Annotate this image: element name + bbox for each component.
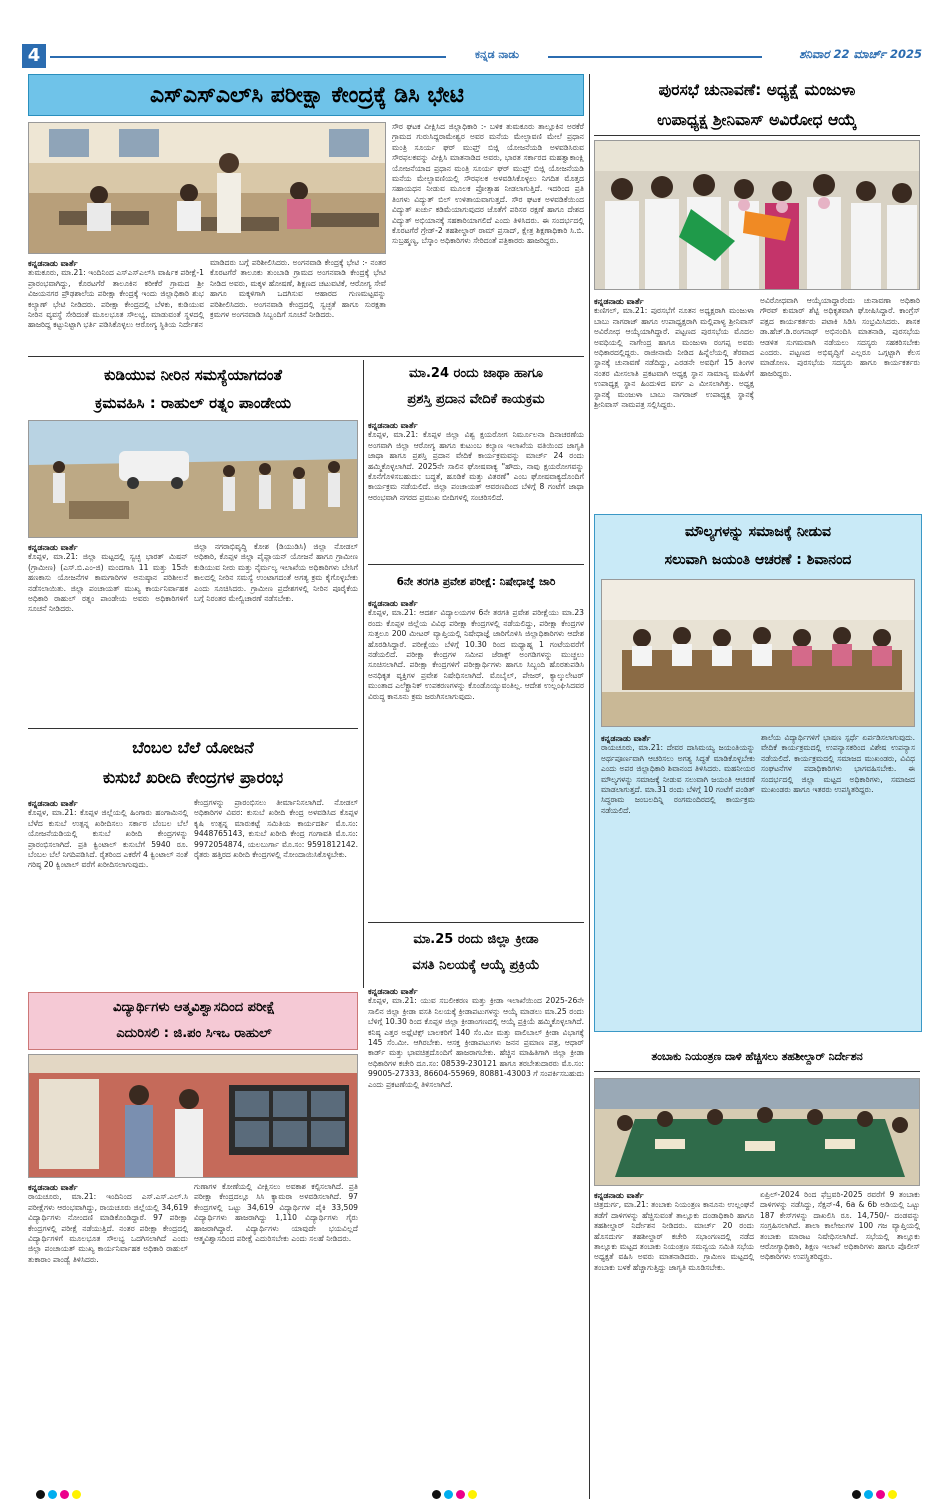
story-students-byline: ಕನ್ನಡನಾಡು ವಾರ್ತೆ (28, 1182, 78, 1192)
story-sslc-col1 (28, 258, 204, 352)
story-safflower-col1 (28, 798, 188, 986)
story-sports-text: ಕೊಪ್ಪಳ, ಮಾ.21: ಯುವ ಸಬಲೀಕರಣ ಮತ್ತು ಕ್ರೀಡಾ ಇಲಾಖೆಯಿಂದ 2025-26ನೇ ಸಾಲಿನ ಜಿಲ್ಲಾ ಕ್ರೀಡಾ ವಸತಿ ನಿಲಯಕ್ಕೆ ಕ್ರೀಡಾಪಟುಗಳನ್ನು ಆಯ್ಕೆ ಮಾಡಲು ಮಾ.25 ರಂದು ಬೆಳಿಗ್ಗೆ 10.30 ರಿಂದ ಕೊಪ್ಪಳ ಜಿಲ್ಲಾ ಕ್ರೀಡಾಂಗಣದಲ್ಲಿ ಆಯ್ಕೆ ಪ್ರಕ್ರಿಯೆ ಹಮ್ಮಿಕೊಳ್ಳಲಾಗಿದೆ. ಕನಿಷ್ಠ ಎತ್ತರ ಅಥ್ಲೆಟಿಕ್ಸ್ ಬಾಲಕರಿಗೆ 140 ಸೆಂ.ಮೀ ಮತ್ತು ವಾಲಿಬಾಲ್ ಕ್ರೀಡಾ ವಿಭಾಗಕ್ಕೆ 145 ಸೆಂ.ಮೀ. ಆಗಿರಬೇಕು. ಆಸಕ್ತ ಕ್ರೀಡಾಪಟುಗಳು ಜನನ ಪ್ರಮಾಣ ಪತ್ರ, ಆಧಾರ್ ಕಾರ್ಡ್ ಮತ್ತು ಭಾವಚಿತ್ರದೊಂದಿಗೆ ಹಾಜರಾಗಬೇಕು. ಹೆಚ್ಚಿನ ಮಾಹಿತಿಗಾಗಿ ಜಿಲ್ಲಾ ಕ್ರೀಡಾ ಅಧಿಕಾರಿಗಳ ಕಚೇರಿ ದೂ.ಸಂ: 08539-230121 ಹಾಗೂ ತರಬೇತುದಾರರು ಮೊ.ಸಂ: 99005-27333, 86604-55969, 80881-43003 ಗೆ ಸಂಪರ್ಕಿಸಬಹುದು ಎಂದು ಪ್ರಕಟಣೆಯಲ್ಲಿ ತಿಳಿಸಲಾಗಿದೆ. (368, 996, 584, 1089)
story-jayanti-text-1: ರಾಯಚೂರು, ಮಾ.21: ದೇವರ ದಾಸಿಮಯ್ಯ ಜಯಂತಿಯನ್ನು ಅರ್ಥಪೂರ್ಣವಾಗಿ ಆಚರಿಸಲು ಅಗತ್ಯ ಸಿದ್ಧತೆ ಮಾಡಿಕೊಳ್ಳಬೇಕು ಎಂದು ಅಪರ ಜಿಲ್ಲಾಧಿಕಾರಿ ಶಿವಾನಂದ ತಿಳಿಸಿದರು. ಮಹನೀಯರ ಮೌಲ್ಯಗಳನ್ನು ಸಮಾಜಕ್ಕೆ ನೀಡುವ ಸಲುವಾಗಿ ಜಯಂತಿ ಆಚರಣೆ ಮಾಡಲಾಗುತ್ತದೆ. ಮಾ.31 ರಂದು ಬೆಳಿಗ್ಗೆ 10 ಗಂಟೆಗೆ ಪಂಡಿತ್ ಸಿದ್ಧರಾಮ ಜಂಬಲದಿನ್ನಿ ರಂಗಮಂದಿರದಲ್ಲಿ ಕಾರ್ಯಕ್ರಮ ನಡೆಯಲಿದೆ. (601, 743, 755, 815)
story-safflower-byline: ಕನ್ನಡನಾಡು ವಾರ್ತೆ (28, 798, 78, 808)
story-sslc-col3 (392, 122, 584, 318)
registration-dot-magenta (456, 1490, 465, 1499)
control-room-illustration (29, 1055, 358, 1178)
story-tobacco-byline: ಕನ್ನಡನಾಡು ವಾರ್ತೆ (594, 1190, 644, 1200)
story-election-col1 (594, 296, 754, 508)
section-rule-1 (28, 356, 584, 357)
masthead-rule-right (548, 56, 762, 58)
story-water-byline: ಕನ್ನಡನಾಡು ವಾರ್ತೆ (28, 542, 78, 552)
story-entrance-headline: 6ನೇ ತರಗತಿ ಪ್ರವೇಶ ಪರೀಕ್ಷೆ: ನಿಷೇಧಾಜ್ಞೆ ಜಾರಿ (396, 576, 556, 588)
story-sslc-headline-box (28, 74, 584, 116)
registration-marks-right (852, 1484, 932, 1496)
column-rule-main (589, 74, 590, 1499)
story-safflower-headline-box (28, 732, 358, 794)
exam-hall-photo (28, 122, 386, 254)
story-safflower-text-2: ಕೇಂದ್ರಗಳನ್ನು ಪ್ರಾರಂಭಿಸಲು ತೀರ್ಮಾನಿಸಲಾಗಿದೆ. ನೋಡಲ್ ಅಧಿಕಾರಿಗಳ ವಿವರ: ಕುಸುಬೆ ಖರೀದಿ ಕೇಂದ್ರ ಅಳವಡಿಸಿದ ಕೊಪ್ಪಳ ಕೃಷಿ ಉತ್ಪನ್ನ ಮಾರುಕಟ್ಟೆ ಸಮಿತಿಯ ಕಾರ್ಯದರ್ಶಿ ಮೊ.ಸಂ: 9448765143, ಕುಸುಬೆ ಖರೀದಿ ಕೇಂದ್ರ ಗಂಗಾವತಿ ಮೊ.ಸಂ: 9972054874, ಯಲಬುರ್ಗಾ ಮೊ.ಸಂ: 9591812142. ರೈತರು ಹತ್ತಿರದ ಖರೀದಿ ಕೇಂದ್ರಗಳಲ್ಲಿ ನೋಂದಾಯಿಸಿಕೊಳ್ಳಬೇಕು. (194, 798, 358, 860)
story-sslc-byline: ಕನ್ನಡನಾಡು ವಾರ್ತೆ (28, 258, 78, 268)
election-winners-photo (594, 140, 920, 290)
story-jayanti-col1 (601, 733, 755, 1025)
story-students-text-1: ರಾಯಚೂರು, ಮಾ.21: ಇಂದಿನಿಂದ ಎಸ್.ಎಸ್.ಎಲ್.ಸಿ ಪರೀಕ್ಷೆಗಳು ಆರಂಭವಾಗಿದ್ದು, ರಾಯಚೂರು ಜಿಲ್ಲೆಯಲ್ಲಿ 34,619 ವಿದ್ಯಾರ್ಥಿಗಳು ನೋಂದಣಿ ಮಾಡಿಕೊಂಡಿದ್ದಾರೆ. 97 ಪರೀಕ್ಷಾ ಕೇಂದ್ರಗಳಲ್ಲಿ ಪರೀಕ್ಷೆ ನಡೆಯುತ್ತಿದೆ. ನಂತರ ಪರೀಕ್ಷಾ ಕೇಂದ್ರದಲ್ಲಿ ವಿದ್ಯಾರ್ಥಿಗಳಿಗೆ ಮೂಲಭೂತ ಸೌಲಭ್ಯ ಒದಗಿಸಲಾಗಿದೆ ಎಂದು ಜಿಲ್ಲಾ ಪಂಚಾಯತ್ ಮುಖ್ಯ ಕಾರ್ಯನಿರ್ವಾಹಕ ಅಧಿಕಾರಿ ರಾಹುಲ್ ತುಕಾರಾಂ ಪಾಂಡ್ವೆ ತಿಳಿಸಿದರು. (28, 1192, 188, 1264)
story-jayanti-text-2: ಶಾಲೆಯ ವಿದ್ಯಾರ್ಥಿಗಳಿಗೆ ಭಾಷಣ ಸ್ಪರ್ಧೆ ಏರ್ಪಡಿಸಲಾಗುವುದು. ವೇದಿಕೆ ಕಾರ್ಯಕ್ರಮದಲ್ಲಿ ಉಪನ್ಯಾಸಕರಿಂದ ವಿಶೇಷ ಉಪನ್ಯಾಸ ನಡೆಯಲಿದೆ. ಕಾರ್ಯಕ್ರಮದಲ್ಲಿ ಸಮಾಜದ ಮುಖಂಡರು, ವಿವಿಧ ಸಂಘಟನೆಗಳ ಪದಾಧಿಕಾರಿಗಳು ಭಾಗವಹಿಸಬೇಕು. ಈ ಸಂದರ್ಭದಲ್ಲಿ ಜಿಲ್ಲಾ ಮಟ್ಟದ ಅಧಿಕಾರಿಗಳು, ಸಮಾಜದ ಮುಖಂಡರು ಹಾಗೂ ಇತರರು ಉಪಸ್ಥಿತರಿದ್ದರು. (761, 733, 915, 795)
story-students-headline-1: ವಿದ್ಯಾರ್ಥಿಗಳು ಆತ್ಮವಿಶ್ವಾಸದಿಂದ ಪರೀಕ್ಷೆ (112, 1000, 276, 1015)
story-entrance-body (368, 598, 584, 918)
masthead (22, 44, 922, 70)
registration-marks-left (36, 1484, 116, 1496)
registration-dot-black (432, 1490, 441, 1499)
exam-hall-illustration (29, 123, 386, 254)
story-entrance-headline-box (368, 568, 584, 596)
registration-dot-cyan (48, 1490, 57, 1499)
story-tobacco-headline: ತಂಬಾಕು ನಿಯಂತ್ರಣ ದಾಳಿ ಹೆಚ್ಚಿಸಲು ತಹಶೀಲ್ದಾರ್ ನಿರ್ದೇಶನ (651, 1050, 863, 1063)
story-safflower-headline-2: ಕುಸುಬೆ ಖರೀದಿ ಕೇಂದ್ರಗಳ ಪ್ರಾರಂಭ (102, 768, 284, 787)
tobacco-meeting-photo (594, 1078, 920, 1186)
paper-name: ಕನ್ನಡ ನಾಡು (475, 48, 519, 61)
story-jayanti-headline-2: ಸಲುವಾಗಿ ಜಯಂತಿ ಆಚರಣೆ : ಶಿವಾನಂದ (664, 552, 852, 568)
story-tobacco-col1 (594, 1190, 754, 1480)
registration-dot-yellow (72, 1490, 81, 1499)
section-rule-3 (368, 922, 584, 923)
story-sports-byline: ಕನ್ನಡನಾಡು ವಾರ್ತೆ (368, 986, 418, 996)
water-inspection-photo (28, 420, 358, 538)
story-sports-headline-2: ವಸತಿ ನಿಲಯಕ್ಕೆ ಆಯ್ಕೆ ಪ್ರಕ್ರಿಯೆ (412, 958, 540, 973)
story-jayanti-col2 (761, 733, 915, 1025)
story-election-byline: ಕನ್ನಡನಾಡು ವಾರ್ತೆ (594, 296, 644, 306)
masthead-rule (50, 56, 446, 58)
story-students-headline-2: ಎದುರಿಸಲಿ : ಜಿ.ಪಂ ಸಿಇಒ ರಾಹುಲ್ (116, 1026, 272, 1041)
registration-dot-cyan (864, 1490, 873, 1499)
story-water-headline-box (28, 360, 358, 418)
story-tobacco-text-1: ಚಿತ್ರದುರ್ಗ, ಮಾ.21: ತಂಬಾಕು ನಿಯಂತ್ರಣ ಕಾನೂನು ಉಲ್ಲಂಘನೆ ತಡೆಗೆ ದಾಳಿಗಳನ್ನು ಹೆಚ್ಚಿಸುವಂತೆ ತಾಲ್ಲೂಕು ದಂಡಾಧಿಕಾರಿ ಹಾಗೂ ತಹಶೀಲ್ದಾರ್ ನಿರ್ದೇಶನ ನೀಡಿದರು. ಮಾರ್ಚ್ 20 ರಂದು ಹೊಸದುರ್ಗ ತಹಶೀಲ್ದಾರ್ ಕಚೇರಿ ಸಭಾಂಗಣದಲ್ಲಿ ನಡೆದ ತಾಲ್ಲೂಕು ಮಟ್ಟದ ತಂಬಾಕು ನಿಯಂತ್ರಣ ಸಮನ್ವಯ ಸಮಿತಿ ಸಭೆಯ ಅಧ್ಯಕ್ಷತೆ ವಹಿಸಿ ಅವರು ಮಾತನಾಡಿದರು. ಗ್ರಾಮೀಣ ಮಟ್ಟದಲ್ಲಿ ತಂಬಾಕು ಬಳಕೆ ಹೆಚ್ಚಾಗುತ್ತಿದ್ದು ಜಾಗೃತಿ ಮೂಡಿಸಬೇಕು. (594, 1200, 754, 1272)
meeting-room-illustration (602, 580, 915, 727)
story-safflower-col2 (194, 798, 358, 986)
story-safflower-headline-1: ಬೆಂಬಲ ಬೆಲೆ ಯೋಜನೆ (132, 738, 254, 757)
story-sslc-text-2: ಮಾಡಿದರು ಬಗ್ಗೆ ಪರಿಶೀಲಿಸಿದರು. ಅಂಗನವಾಡಿ ಕೇಂದ್ರಕ್ಕೆ ಭೇಟಿ :- ನಂತರ ಕೊರಟಗೆರೆ ತಾಲೂಕು ತುಂಬಾಡಿ ಗ್ರಾಮದ ಅಂಗನವಾಡಿ ಕೇಂದ್ರಕ್ಕೆ ಭೇಟಿ ನೀಡಿದ ಅವರು, ಮಕ್ಕಳ ಹೋಷಣೆ, ಶಿಕ್ಷಣದ ಚಟುವಟಿಕೆ, ಆರೋಗ್ಯ ಸೇವೆ ಹಾಗೂ ಮಕ್ಕಳಿಗಾಗಿ ಒದಗಿಸುವ ಆಹಾರದ ಗುಣಮಟ್ಟವನ್ನು ಪರಿಶೀಲಿಸಿದರು. ಅಂಗನವಾಡಿ ಕೇಂದ್ರದಲ್ಲಿ ಸ್ವಚ್ಛತೆ ಹಾಗೂ ಸುರಕ್ಷತಾ ಕ್ರಮಗಳ ಅಂಗನವಾಡಿ ಸಿಬ್ಬಂದಿಗೆ ಸೂಚನೆ ನೀಡಿದರು. (210, 258, 386, 320)
story-jayanti-byline: ಕನ್ನಡನಾಡು ವಾರ್ತೆ (601, 733, 651, 743)
story-jatha-headline-2: ಪ್ರಶಸ್ತಿ ಪ್ರದಾನ ವೇದಿಕೆ ಕಾಯಕ್ರಮ (407, 392, 545, 407)
story-sports-headline-1: ಮಾ.25 ರಂದು ಜಿಲ್ಲಾ ಕ್ರೀಡಾ (413, 932, 539, 947)
issue-date: ಶನಿವಾರ 22 ಮಾರ್ಚ್ 2025 (799, 47, 922, 61)
tobacco-meeting-illustration (595, 1079, 920, 1186)
registration-dot-cyan (444, 1490, 453, 1499)
section-rule-jatha (368, 564, 584, 565)
story-jatha-headline-1: ಮಾ.24 ರಂದು ಜಾಥಾ ಹಾಗೂ (409, 366, 543, 381)
story-sslc-headline: ಎಸ್‌ಎಸ್‌ಎಲ್‌ಸಿ ಪರೀಕ್ಷಾ ಕೇಂದ್ರಕ್ಕೆ ಡಿಸಿ ಭೇಟಿ (150, 83, 464, 108)
page-number-badge: 4 (22, 44, 46, 68)
story-election-col2 (760, 296, 920, 508)
registration-dot-black (36, 1490, 45, 1499)
story-sports-body (368, 986, 584, 1478)
story-jayanti-headline-1: ಮೌಲ್ಯಗಳನ್ನು ಸಮಾಜಕ್ಕೆ ನೀಡುವ (684, 524, 832, 540)
students-exam-photo (28, 1054, 358, 1178)
story-tobacco-col2 (760, 1190, 920, 1480)
story-jatha-byline: ಕನ್ನಡನಾಡು ವಾರ್ತೆ (368, 420, 418, 430)
story-safflower-text-1: ಕೊಪ್ಪಳ, ಮಾ.21: ಕೊಪ್ಪಳ ಜಿಲ್ಲೆಯಲ್ಲಿ ಹಿಂಗಾರು ಹಂಗಾಮಿನಲ್ಲಿ ಬೆಳೆದ ಕುಸುಬೆ ಉತ್ಪನ್ನ ಖರೀದಿಸಲು ಸರ್ಕಾರ ಬೆಂಬಲ ಬೆಲೆ ಯೋಜನೆಯಡಿಯಲ್ಲಿ ಕುಸುಬೆ ಖರೀದಿ ಕೇಂದ್ರಗಳನ್ನು ಪ್ರಾರಂಭಿಸಲಾಗಿದೆ. ಪ್ರತಿ ಕ್ವಿಂಟಾಲ್ ಕುಸುಬೆಗೆ 5940 ರೂ. ಬೆಂಬಲ ಬೆಲೆ ನಿಗದಿಪಡಿಸಿದೆ. ರೈತರಿಂದ ಎಕರೆಗೆ 4 ಕ್ವಿಂಟಾಲ್ ನಂತೆ ಗರಿಷ್ಠ 20 ಕ್ವಿಂಟಾಲ್ ವರೆಗೆ ಖರೀದಿಸಲಾಗುವುದು. (28, 808, 188, 870)
field-inspection-illustration (29, 421, 358, 538)
registration-dot-magenta (60, 1490, 69, 1499)
story-election-text-2: ಅವಿರೋಧವಾಗಿ ಆಯ್ಕೆಯಾದ್ದಾರೆಂದು ಚುನಾವಣಾ ಅಧಿಕಾರಿ ಗೌರವ್ ಕುಮಾರ್ ಶೆಟ್ಟಿ ಅಧಿಕೃತವಾಗಿ ಘೋಷಿಸಿದ್ದಾರೆ. ಕಾಂಗ್ರೆಸ್ ಪಕ್ಷದ ಕಾರ್ಯಕರ್ತರು ಪಟಾಕಿ ಸಿಡಿಸಿ ಸಂಭ್ರಮಿಸಿದರು. ಶಾಸಕ ಡಾ.ಹೆಚ್.ಡಿ.ರಂಗನಾಥ್ ಅಭಿನಂದಿಸಿ ಮಾತನಾಡಿ, ಪುರಸಭೆಯ ಆಡಳಿತ ಸುಗಮವಾಗಿ ನಡೆಯಲು ಸದಸ್ಯರು ಸಹಕರಿಸಬೇಕು ಎಂದರು. ಪಟ್ಟಣದ ಅಭಿವೃದ್ಧಿಗೆ ಎಲ್ಲರೂ ಒಗ್ಗಟ್ಟಾಗಿ ಕೆಲಸ ಮಾಡೋಣ. ಪುರಸಭೆಯ ಸದಸ್ಯರು ಹಾಗೂ ಕಾರ್ಯಕರ್ತರು ಹಾಜರಿದ್ದರು. (760, 296, 920, 378)
story-students-col2 (194, 1182, 358, 1480)
story-jayanti-box (594, 514, 922, 1032)
story-water-col1 (28, 542, 188, 724)
story-water-text-2: ಜಿಲ್ಲಾ ನಗರಾಭಿವೃದ್ಧಿ ಕೋಶ (ಡಿಯುಡಿಸಿ) ಜಿಲ್ಲಾ ನೋಡಲ್ ಅಧಿಕಾರಿ, ಕೊಪ್ಪಳ ಜಿಲ್ಲಾ ಪೈಪ್ಲಾಯನ್ ಯೋಜನೆ ಹಾಗೂ ಗ್ರಾಮೀಣ ಕುಡಿಯುವ ನೀರು ಮತ್ತು ನೈರ್ಮಲ್ಯ ಇಲಾಖೆಯ ಅಧಿಕಾರಿಗಳು ಬೇಸಿಗೆ ಕಾಲದಲ್ಲಿ ನೀರಿನ ಸಮಸ್ಯೆ ಉಂಟಾಗದಂತೆ ಅಗತ್ಯ ಕ್ರಮ ಕೈಗೊಳ್ಳಬೇಕು ಎಂದು ಸೂಚಿಸಿದರು. ಗ್ರಾಮೀಣ ಪ್ರದೇಶಗಳಲ್ಲಿ ನೀರಿನ ಪೂರೈಕೆಯ ಬಗ್ಗೆ ನಿರಂತರ ಮೇಲ್ವಿಚಾರಣೆ ನಡೆಸಬೇಕು. (194, 542, 358, 604)
story-sslc-text-3: ಸೌರ ಘಟಕ ವೀಕ್ಷಿಸಿದ ಜಿಲ್ಲಾಧಿಕಾರಿ :- ಬಳಿಕ ತುಮಕೂರು ತಾಲ್ಲೂಕಿನ ಅರಕೆರೆ ಗ್ರಾಮದ ಗುರುಸಿದ್ದರಾಮೇಶ್ವರ ಅವರ ಮನೆಯ ಮೇಲ್ಛಾವಣಿ ಮೇಲೆ ಪ್ರಧಾನ ಮಂತ್ರಿ ಸೂರ್ಯ ಘರ್ ಮುಫ್ತ್ ಬಿಜ್ಲಿ ಯೋಜನೆಯಡಿ ಅಳವಡಿಸಿರುವ ಸೌರಫಲಕವನ್ನು ವೀಕ್ಷಿಸಿ ಮಾತನಾಡಿದ ಅವರು, ಭಾರತ ಸರ್ಕಾರದ ಮಹತ್ವಾಕಾಂಕ್ಷಿ ಯೋಜನೆಯಾದ ಪ್ರಧಾನ ಮಂತ್ರಿ ಸೂರ್ಯ ಘರ್ ಮುಫ್ತ್ ಬಿಜ್ಲಿ ಯೋಜನೆಯಡಿ ಮನೆಯ ಮೇಲ್ಛಾವಣಿಯಲ್ಲಿ ಸೌರಫಲಕ ಅಳವಡಿಸಿಕೊಳ್ಳಲು ನಿಗದಿತ ಮೊತ್ತದ ಸಹಾಯಧನ ನೀಡುವ ಮೂಲಕ ಪ್ರೋತ್ಸಾಹ ನೀಡಲಾಗುತ್ತಿದೆ. ಇದರಿಂದ ಪ್ರತಿ ತಿಂಗಳು ವಿದ್ಯುತ್ ಬಿಲ್ ಉಳಿತಾಯವಾಗುತ್ತದೆ. ಸೌರ ಘಟಕ ಅಳವಡಿಕೆಯಿಂದ ವಿದ್ಯುತ್ ಖರ್ಚು ಕಡಿಮೆಯಾಗುವುದರ ಜೊತೆಗೆ ಪರಿಸರ ರಕ್ಷಣೆ ಹಾಗೂ ದೇಶದ ವಿದ್ಯುತ್ ಅಭಿಯಾನಕ್ಕೆ ಸಹಕಾರಿಯಾಗಲಿದೆ ಎಂದು ತಿಳಿಸಿದರು. ಈ ಸಂದರ್ಭದಲ್ಲಿ ಕೊರಟಗೆರೆ ಗ್ರೇಡ್-2 ತಹಶೀಲ್ದಾರ್ ರಾಮ್ ಪ್ರಸಾದ್, ಕ್ಷೇತ್ರ ಶಿಕ್ಷಣಾಧಿಕಾರಿ ಸಿ.ಬಿ. ಸುಬ್ರಹ್ಮಣ್ಯ, ಬೆಸ್ಕಾಂ ಅಧಿಕಾರಿಗಳು ಸೇರಿದಂತೆ ಪತ್ರಿಕಾರರು ಹಾಜರಿದ್ದರು. (392, 122, 584, 246)
story-election-text-1: ಕುಣಿಗಲ್, ಮಾ.21: ಪುರಸಭೆಗೆ ನೂತನ ಅಧ್ಯಕ್ಷರಾಗಿ ಮಂಜುಳಾ ಬಾಬು ನಾಗರಾಜ್ ಹಾಗೂ ಉಪಾಧ್ಯಕ್ಷರಾಗಿ ಮಲ್ಲಿಪಾಳ್ಯ ಶ್ರೀನಿವಾಸ್ ಅವಿರೋಧ ಆಯ್ಕೆಯಾಗಿದ್ದಾರೆ. ಪಟ್ಟಣದ ಪುರಸಭೆಯ ಮೊದಲ ಅವಧಿಯಲ್ಲಿ ನಾಗೇಂದ್ರ ಹಾಗೂ ಮಂಜುಳಾ ರಂಗಪ್ಪ ಅವರು ಅಧಿಕಾರದಲ್ಲಿದ್ದರು. ರಾಜೀನಾಮೆ ನೀಡಿದ ಹಿನ್ನೆಲೆಯಲ್ಲಿ ತೆರವಾದ ಸ್ಥಾನಕ್ಕೆ ಚುನಾವಣೆ ನಡೆದಿದ್ದು, ಎರಡನೇ ಅವಧಿಗೆ 15 ತಿಂಗಳ ನಂತರ ಮೀಸಲಾತಿ ಪ್ರಕಟವಾಗಿ ಅಧ್ಯಕ್ಷ ಸ್ಥಾನ ಸಾಮಾನ್ಯ ಮಹಿಳೆಗೆ ಉಪಾಧ್ಯಕ್ಷ ಸ್ಥಾನ ಹಿಂದುಳಿದ ವರ್ಗ ಎ ಮೀಸಲಾಗಿತ್ತು. ಅಧ್ಯಕ್ಷ ಸ್ಥಾನಕ್ಕೆ ಮಂಜುಳಾ ಬಾಬು ನಾಗರಾಜ್ ಉಪಾಧ್ಯಕ್ಷ ಸ್ಥಾನಕ್ಕೆ ಶ್ರೀನಿವಾಸ್ ನಾಮಪತ್ರ ಸಲ್ಲಿಸಿದ್ದರು. (594, 306, 754, 410)
story-water-headline-1: ಕುಡಿಯುವ ನೀರಿನ ಸಮಸ್ಯೆಯಾಗದಂತೆ (103, 366, 283, 384)
story-tobacco-text-2: ಏಪ್ರಿಲ್-2024 ರಿಂದ ಫೆಬ್ರವರಿ-2025 ರವರೆಗೆ 9 ತಂಬಾಕು ದಾಳಿಗಳನ್ನು ನಡೆಸಿದ್ದು, ಸೆಕ್ಷನ್-4, 6a & 6b ಅಡಿಯಲ್ಲಿ ಒಟ್ಟು 187 ಕೇಸ್‌ಗಳನ್ನು ದಾಖಲಿಸಿ ರೂ. 14,750/- ದಂಡವನ್ನು ಸಂಗ್ರಹಿಸಲಾಗಿದೆ. ಶಾಲಾ ಕಾಲೇಜುಗಳ 100 ಗಜ ವ್ಯಾಪ್ತಿಯಲ್ಲಿ ತಂಬಾಕು ಮಾರಾಟ ನಿಷೇಧಿಸಲಾಗಿದೆ. ಸಭೆಯಲ್ಲಿ ತಾಲ್ಲೂಕು ಆರೋಗ್ಯಾಧಿಕಾರಿ, ಶಿಕ್ಷಣ ಇಲಾಖೆ ಅಧಿಕಾರಿಗಳು ಹಾಗೂ ಪೊಲೀಸ್ ಅಧಿಕಾರಿಗಳು ಉಪಸ್ಥಿತರಿದ್ದರು. (760, 1190, 920, 1262)
story-water-headline-2: ಕ್ರಮವಹಿಸಿ : ರಾಹುಲ್ ರತ್ನಂ ಪಾಂಡೇಯ (94, 394, 292, 412)
story-students-text-2: ಗುಣಾಗಳ ಕೋಣೆಯಲ್ಲಿ ವೀಕ್ಷಿಸಲು ಅವಕಾಶ ಕಲ್ಪಿಸಲಾಗಿದೆ. ಪ್ರತಿ ಪರೀಕ್ಷಾ ಕೇಂದ್ರದಲ್ಲೂ ಸಿಸಿ ಕ್ಯಾಮರಾ ಅಳವಡಿಸಲಾಗಿದೆ. 97 ಕೇಂದ್ರಗಳಲ್ಲಿ ಒಟ್ಟು 34,619 ವಿದ್ಯಾರ್ಥಿಗಳ ಪೈಕಿ 33,509 ವಿದ್ಯಾರ್ಥಿಗಳು ಹಾಜರಾಗಿದ್ದು 1,110 ವಿದ್ಯಾರ್ಥಿಗಳು ಗೈರು ಹಾಜರಾಗಿದ್ದಾರೆ. ವಿದ್ಯಾರ್ಥಿಗಳು ಯಾವುದೇ ಭಯವಿಲ್ಲದೆ ಆತ್ಮವಿಶ್ವಾಸದಿಂದ ಪರೀಕ್ಷೆ ಎದುರಿಸಬೇಕು ಎಂದು ಸಲಹೆ ನೀಡಿದರು. (194, 1182, 358, 1244)
story-water-text-1: ಕೊಪ್ಪಳ, ಮಾ.21: ಜಿಲ್ಲಾ ಮಟ್ಟದಲ್ಲಿ ಸ್ವಚ್ಛ ಭಾರತ್ ಮಿಷನ್ (ಗ್ರಾಮೀಣ) (ಎಸ್.ಬಿ.ಎಂ-ಜಿ) ಮಂದಗಾಸಿ 11 ಮತ್ತು 15ನೇ ಹಣಕಾಸು ಯೋಜನೆಗಳ ಕಾಮಗಾರಿಗಳ ಅನುಷ್ಠಾನ ಪರಿಶೀಲನೆ ನಡೆಸಲಾಯಿತು. ಜಿಲ್ಲಾ ಪಂಚಾಯತ್ ಮುಖ್ಯ ಕಾರ್ಯನಿರ್ವಾಹಕ ಅಧಿಕಾರಿ ರಾಹುಲ್ ರತ್ನಂ ಪಾಂಡೇಯ ಅವರು ಅಧಿಕಾರಿಗಳಿಗೆ ಸೂಚನೆ ನೀಡಿದರು. (28, 552, 188, 614)
story-election-headline-1: ಪುರಸಭೆ ಚುನಾವಣೆ: ಅಧ್ಯಕ್ಷೆ ಮಂಜುಳಾ (658, 81, 856, 99)
story-entrance-byline: ಕನ್ನಡನಾಡು ವಾರ್ತೆ (368, 598, 418, 608)
section-rule-2 (28, 728, 358, 729)
story-sslc-col2 (210, 258, 386, 352)
story-jatha-body (368, 420, 584, 560)
registration-dot-magenta (876, 1490, 885, 1499)
registration-dot-black (852, 1490, 861, 1499)
story-students-col1 (28, 1182, 188, 1480)
story-jatha-text: ಕೊಪ್ಪಳ, ಮಾ.21: ಕೊಪ್ಪಳ ಜಿಲ್ಲಾ ವಿಶ್ವ ಕ್ಷಯರೋಗ ನಿರ್ಮೂಲನಾ ದಿನಾಚರಣೆಯ ಅಂಗವಾಗಿ ಜಿಲ್ಲಾ ಆರೋಗ್ಯ ಹಾಗೂ ಕುಟುಂಬ ಕಲ್ಯಾಣ ಇಲಾಖೆಯ ವತಿಯಿಂದ ಜಾಗೃತಿ ಜಾಥಾ ಹಾಗೂ ಪ್ರಶಸ್ತಿ ಪ್ರದಾನ ವೇದಿಕೆ ಕಾರ್ಯಕ್ರಮವನ್ನು ಮಾರ್ಚ್ 24 ರಂದು ಹಮ್ಮಿಕೊಳ್ಳಲಾಗಿದೆ. 2025ನೇ ಸಾಲಿನ ಘೋಷವಾಕ್ಯ "ಹೌದು, ನಾವು ಕ್ಷಯರೋಗವನ್ನು ಕೊನೆಗೊಳಿಸಬಹುದು: ಬದ್ಧತೆ, ಹೂಡಿಕೆ ಮತ್ತು ವಿತರಣೆ" ಎಂಬ ಘೋಷವಾಕ್ಯದೊಂದಿಗೆ ಕಾರ್ಯಕ್ರಮ ನಡೆಯಲಿದೆ. ಜಿಲ್ಲಾ ಪಂಚಾಯತ್ ಆವರಣದಿಂದ ಬೆಳಿಗ್ಗೆ 8 ಗಂಟೆಗೆ ಜಾಥಾ ಆರಂಭವಾಗಿ ನಗರದ ಪ್ರಮುಖ ಬೀದಿಗಳಲ್ಲಿ ಸಂಚರಿಸಲಿದೆ. (368, 430, 584, 502)
registration-marks-center (432, 1484, 512, 1496)
registration-dot-yellow (468, 1490, 477, 1499)
story-election-headline-box (594, 74, 920, 136)
story-jatha-headline-box (368, 362, 584, 418)
story-sports-headline-box (368, 926, 584, 982)
election-group-illustration (595, 141, 920, 290)
story-water-col2 (194, 542, 358, 724)
column-rule-left (363, 360, 364, 988)
story-sslc-text-1: ತುಮಕೂರು, ಮಾ.21: ಇಂದಿನಿಂದ ಎಸ್‌ಎಸ್‌ಎಲ್‌ಸಿ ವಾರ್ಷಿಕ ಪರೀಕ್ಷೆ-1 ಪ್ರಾರಂಭವಾಗಿದ್ದು, ಕೊರಟಗೆರೆ ತಾಲೂಕಿನ ಕರೀಕೆರೆ ಗ್ರಾಮದ ಶ್ರೀ ವಿಜಯನಗರ ಪ್ರೌಢಶಾಲೆಯ ಪರೀಕ್ಷಾ ಕೇಂದ್ರಕ್ಕೆ ಇಂದು ಜಿಲ್ಲಾಧಿಕಾರಿ ಶುಭ ಕಲ್ಯಾಣ್ ಭೇಟಿ ನೀಡಿದರು. ಪರೀಕ್ಷಾ ಕೇಂದ್ರದಲ್ಲಿ ಬೆಳಕು, ಕುಡಿಯುವ ನೀರಿನ ವ್ಯವಸ್ಥೆ ಸೇರಿದಂತೆ ಮೂಲಭೂತ ಸೌಲಭ್ಯ, ಮಾಡುವಂತೆ ಸ್ಥಳದಲ್ಲಿ ಹಾಜರಿದ್ದ ಕಟ್ಟುನಿಟ್ಟಾಗಿ ಭರ್ತಿ ಪಡಿಸಿಕೊಳ್ಳಲು ಆರೋಗ್ಯ ಸ್ಥಿತಿಯ ನಿರ್ದೇಶನ (28, 268, 204, 330)
story-entrance-text: ಕೊಪ್ಪಳ, ಮಾ.21: ಆದರ್ಶ ವಿದ್ಯಾಲಯಗಳ 6ನೇ ತರಗತಿ ಪ್ರವೇಶ ಪರೀಕ್ಷೆಯು ಮಾ.23 ರಂದು ಕೊಪ್ಪಳ ಜಿಲ್ಲೆಯ ವಿವಿಧ ಪರೀಕ್ಷಾ ಕೇಂದ್ರಗಳಲ್ಲಿ ನಡೆಯಲಿದ್ದು, ಪರೀಕ್ಷಾ ಕೇಂದ್ರಗಳ ಸುತ್ತಲೂ 200 ಮೀಟರ್ ವ್ಯಾಪ್ತಿಯಲ್ಲಿ ನಿಷೇಧಾಜ್ಞೆ ಜಾರಿಗೊಳಿಸಿ ಜಿಲ್ಲಾಧಿಕಾರಿಗಳು ಆದೇಶ ಹೊರಡಿಸಿದ್ದಾರೆ. ಪರೀಕ್ಷೆಯು ಬೆಳಿಗ್ಗೆ 10.30 ರಿಂದ ಮಧ್ಯಾಹ್ನ 1 ಗಂಟೆಯವರೆಗೆ ನಡೆಯಲಿದೆ. ಪರೀಕ್ಷಾ ಕೇಂದ್ರಗಳ ಸಮೀಪ ಜೆರಾಕ್ಸ್ ಅಂಗಡಿಗಳನ್ನು ಮುಚ್ಚಲು ಸೂಚಿಸಲಾಗಿದೆ. ಪರೀಕ್ಷಾ ಕೇಂದ್ರಗಳಿಗೆ ಪರೀಕ್ಷಾರ್ಥಿಗಳು ಹಾಗೂ ಸಿಬ್ಬಂದಿ ಹೊರತುಪಡಿಸಿ ಅನಧಿಕೃತ ವ್ಯಕ್ತಿಗಳ ಪ್ರವೇಶ ನಿಷೇಧಿಸಲಾಗಿದೆ. ಮೊಬೈಲ್, ಪೇಜರ್, ಕ್ಯಾಲ್ಕುಲೇಟರ್ ಮುಂತಾದ ಎಲೆಕ್ಟ್ರಾನಿಕ್ ಉಪಕರಣಗಳನ್ನು ಕೊಂಡೊಯ್ಯುವಂತಿಲ್ಲ. ಆದೇಶ ಉಲ್ಲಂಘಿಸಿದವರ ವಿರುದ್ಧ ಕಾನೂನು ಕ್ರಮ ಜರುಗಿಸಲಾಗುವುದು. (368, 608, 584, 701)
story-election-headline-2: ಉಪಾಧ್ಯಕ್ಷ ಶ್ರೀನಿವಾಸ್ ಅವಿರೋಧ ಆಯ್ಕೆ (657, 111, 857, 129)
story-tobacco-headline-box (594, 1042, 920, 1072)
jayanti-meeting-photo (601, 579, 915, 727)
registration-dot-yellow (888, 1490, 897, 1499)
story-students-headline-box (28, 992, 358, 1050)
